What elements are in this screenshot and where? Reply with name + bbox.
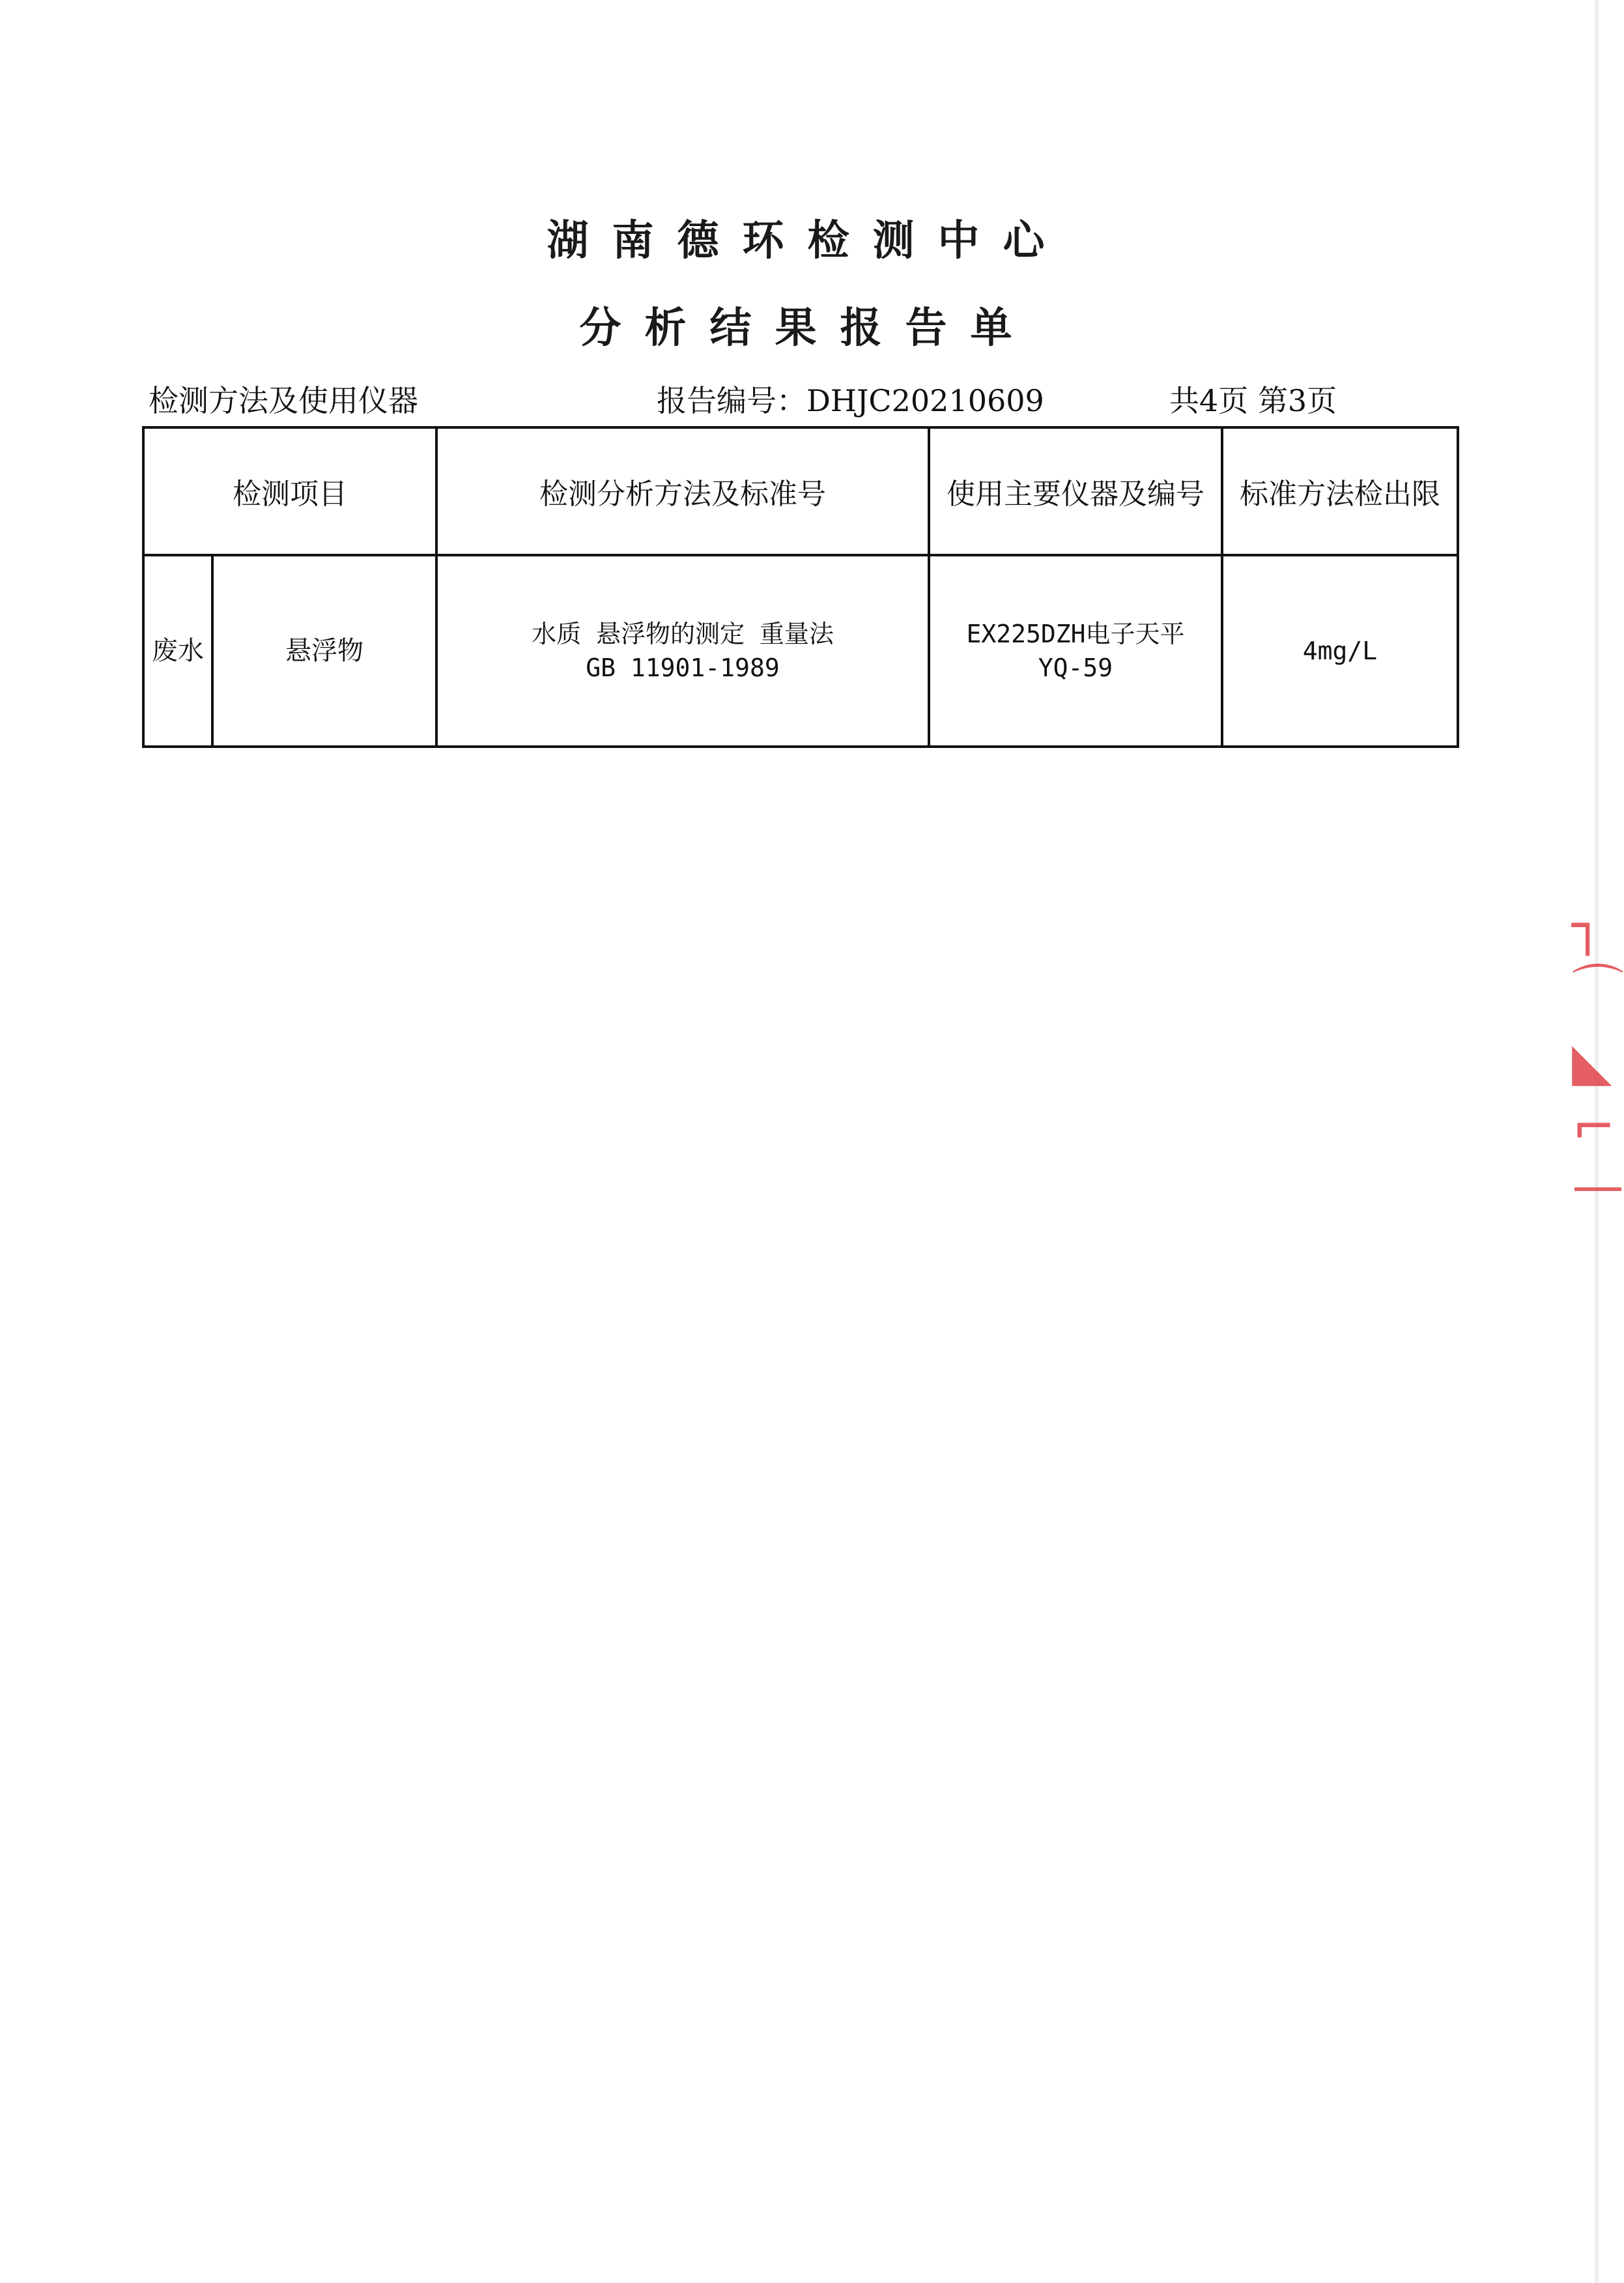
row-item: 悬浮物 xyxy=(212,555,436,747)
report-table xyxy=(142,426,1459,748)
row-category: 废水 xyxy=(143,555,212,747)
col-header-item: 检测项目 xyxy=(143,427,436,555)
instrument-name: EX225DZH电子天平 xyxy=(966,620,1185,648)
instrument-id: YQ-59 xyxy=(1038,653,1113,682)
section-label: 检测方法及使用仪器 xyxy=(149,383,418,418)
table-header-row xyxy=(143,427,1458,555)
method-name: 水质 悬浮物的测定 重量法 xyxy=(532,620,834,648)
col-header-limit: 标准方法检出限 xyxy=(1222,427,1458,555)
stamp-mark: ⌒ xyxy=(1572,960,1624,1020)
doc-title: 分析结果报告单 xyxy=(579,304,1036,352)
row-limit: 4mg/L xyxy=(1222,555,1458,747)
table-row xyxy=(143,555,1458,747)
page-info: 共4页 第3页 xyxy=(1169,383,1337,418)
stamp-mark: ⌐ xyxy=(1572,1097,1616,1157)
row-instrument xyxy=(929,555,1222,747)
method-standard: GB 11901-1989 xyxy=(586,653,780,682)
report-number: 报告编号：DHJC20210609 xyxy=(657,383,1044,418)
stamp-mark: ┐ xyxy=(1572,895,1604,955)
col-header-method: 检测分析方法及标准号 xyxy=(436,427,929,555)
meta-row xyxy=(142,382,1441,420)
col-header-instrument: 使用主要仪器及编号 xyxy=(929,427,1222,555)
org-title: 湖南德环检测中心 xyxy=(547,217,1068,265)
stamp-mark: — xyxy=(1572,1155,1624,1216)
stamp-mark: ◣ xyxy=(1572,1031,1612,1092)
red-stamp-fragment xyxy=(1567,893,1624,1218)
row-method xyxy=(436,555,929,747)
